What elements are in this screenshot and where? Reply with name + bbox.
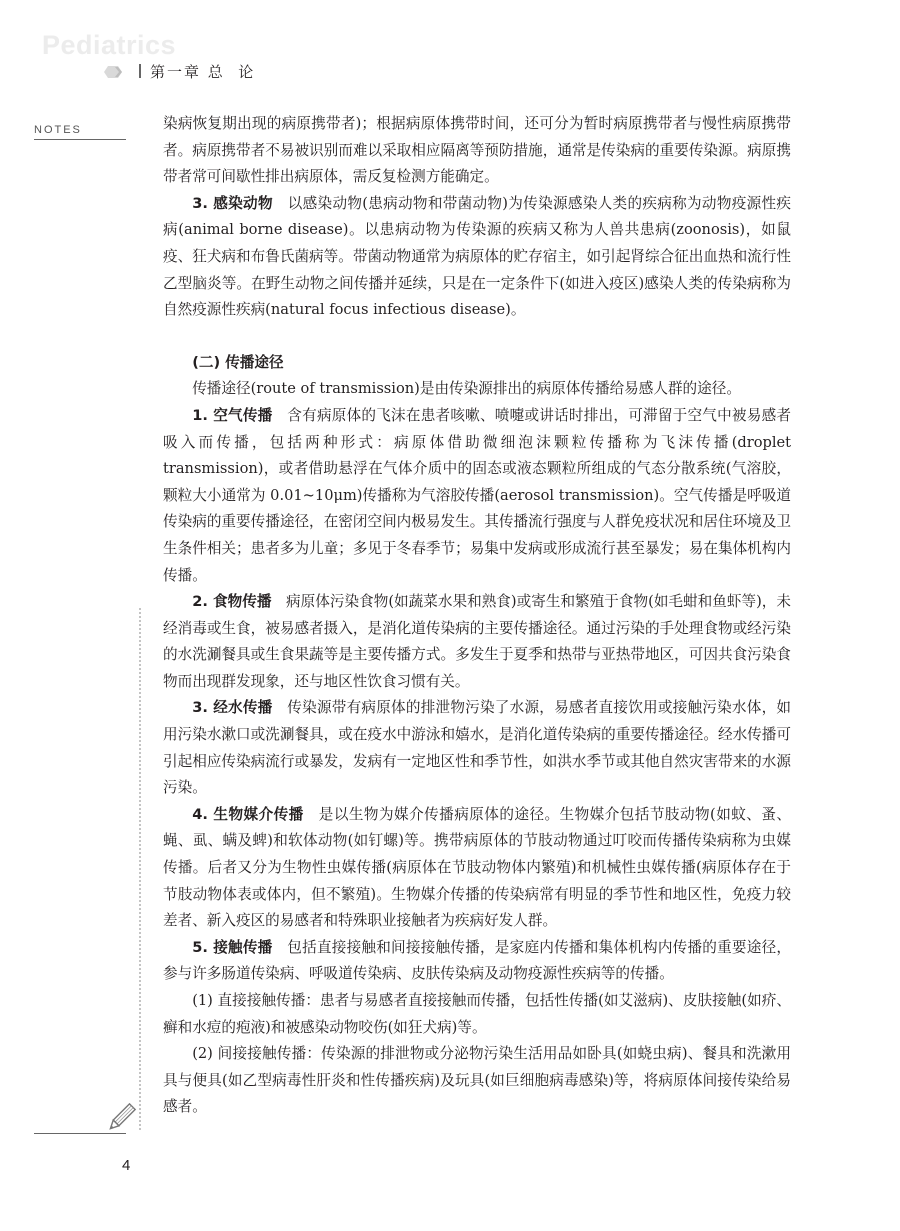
- item-heading-foodborne: 2. 食物传播: [192, 593, 272, 611]
- hexagon-logo-icon: [100, 64, 126, 80]
- paragraph-transmission-route-definition: 传播途径(route of transmission)是由传染源排出的病原体传播给易感人群的途径。: [192, 380, 741, 398]
- notes-bottom-rule: [34, 1133, 126, 1134]
- item-heading-waterborne: 3. 经水传播: [192, 699, 273, 717]
- paragraph-foodborne: [163, 589, 791, 695]
- notes-label: NOTES: [34, 124, 82, 136]
- section-heading-transmission-route: (二) 传播途径: [192, 353, 284, 371]
- item-text-foodborne: 病原体污染食物(如蔬菜水果和熟食)或寄生和繁殖于食物(如毛蚶和鱼虾等)，未经消毒或生食，被易感者摄入，是消化道传染病的主要传播途径。通过污染的手处理食物或经污染的水洗涮餐具或生食果蔬等是主要传播方式。多发生于夏季和热带与亚热带地区，可因共食污染食物而出现群发现象，还与地区性饮食习惯有关。: [163, 593, 792, 690]
- item-heading-vector-borne: 4. 生物媒介传播: [192, 805, 304, 823]
- pencil-icon: [104, 1101, 138, 1135]
- paragraph-carrier-continued: 染病恢复期出现的病原携带者)；根据病原体携带时间，还可分为暂时病原携带者与慢性病原携带者。病原携带者不易被识别而难以采取相应隔离等预防措施，通常是传染病的重要传染源。病原携带者常可间歇性排出病原体，需反复检测方能确定。: [163, 115, 791, 186]
- notes-rule: [34, 139, 126, 140]
- item-heading-airborne: 1. 空气传播: [192, 406, 273, 424]
- paragraph-vector-borne: [163, 802, 791, 935]
- item-heading-contact: 5. 接触传播: [192, 938, 273, 956]
- item-text-airborne: 含有病原体的飞沫在患者咳嗽、喷嚏或讲话时排出，可滞留于空气中被易感者吸入而传播，包括两种形式：病原体借助微细泡沫颗粒传播称为飞沫传播(droplet transmission)，或者借助悬浮在气体介质中的固态或液态颗粒所组成的气态分散系统(气溶胶，颗粒大小通常为 0.01~10μm)传播称为气溶胶传播(aerosol transmission)。空气传播是呼吸道传染病的重要传播途径，在密闭空间内极易发生。其传播流行强度与人群免疫状况和居住环境及卫生条件相关；患者多为儿童；多见于冬春季节；易集中发病或形成流行甚至暴发；易在集体机构内传播。: [163, 406, 791, 584]
- paragraph-airborne: [163, 403, 791, 589]
- paragraph-contact: [163, 935, 791, 988]
- pediatrics-watermark: Pediatrics: [42, 30, 177, 60]
- paragraph-indirect-contact: (2) 间接接触传播：传染源的排泄物或分泌物污染生活用品如卧具(如蛲虫病)、餐具和洗漱用具与便具(如乙型病毒性肝炎和性传播疾病)及玩具(如巨细胞病毒感染)等，将病原体间接传染给易感者。: [163, 1045, 791, 1116]
- item-heading-infected-animals: 3. 感染动物: [192, 194, 273, 212]
- header-separator: [139, 64, 141, 78]
- item-text-contact: 包括直接接触和间接接触传播，是家庭内传播和集体机构内传播的重要途径，参与许多肠道传染病、呼吸道传染病、皮肤传染病及动物疫源性疾病等的传播。: [163, 938, 791, 983]
- paragraph-infected-animals: [163, 191, 791, 324]
- page-number: 4: [122, 1157, 131, 1174]
- item-text-infected-animals: 以感染动物(患病动物和带菌动物)为传染源感染人类的疾病称为动物疫源性疾病(animal borne disease)。以患病动物为传染源的疾病又称为人兽共患病(zoonosis)，如鼠疫、狂犬病和布鲁氏菌病等。带菌动物通常为病原体的贮存宿主，如引起肾综合征出血热和流行性乙型脑炎等。在野生动物之间传播并延续，只是在一定条件下(如进入疫区)感染人类的传染病称为自然疫源性疾病(natural focus infectious disease)。: [163, 194, 792, 319]
- main-content: [163, 111, 791, 1121]
- paragraph-waterborne: [163, 695, 791, 801]
- notes-dotted-line: [139, 608, 141, 1130]
- paragraph-direct-contact: (1) 直接接触传播：患者与易感者直接接触而传播，包括性传播(如艾滋病)、皮肤接触(如疥、癣和水痘的疱液)和被感染动物咬伤(如狂犬病)等。: [163, 992, 791, 1036]
- item-text-waterborne: 传染源带有病原体的排泄物污染了水源，易感者直接饮用或接触污染水体，如用污染水漱口或洗涮餐具，或在疫水中游泳和嬉水，是消化道传染病的重要传播途径。经水传播可引起相应传染病流行或暴发，发病有一定地区性和季节性，如洪水季节或其他自然灾害带来的水源污染。: [163, 699, 791, 797]
- chapter-title: 第一章 总 论: [150, 63, 256, 81]
- section-gap: [163, 324, 791, 350]
- item-text-vector-borne: 是以生物为媒介传播病原体的途径。生物媒介包括节肢动物(如蚊、蚤、蝇、虱、螨及蜱)和软体动物(如钉螺)等。携带病原体的节肢动物通过叮咬而传播传染病称为虫媒传播。后者又分为生物性虫媒传播(病原体在节肢动物体内繁殖)和机械性虫媒传播(病原体存在于节肢动物体表或体内，但不繁殖)。生物媒介传播的传染病常有明显的季节性和地区性，免疫力较差者、新入疫区的易感者和特殊职业接触者为疾病好发人群。: [163, 805, 791, 930]
